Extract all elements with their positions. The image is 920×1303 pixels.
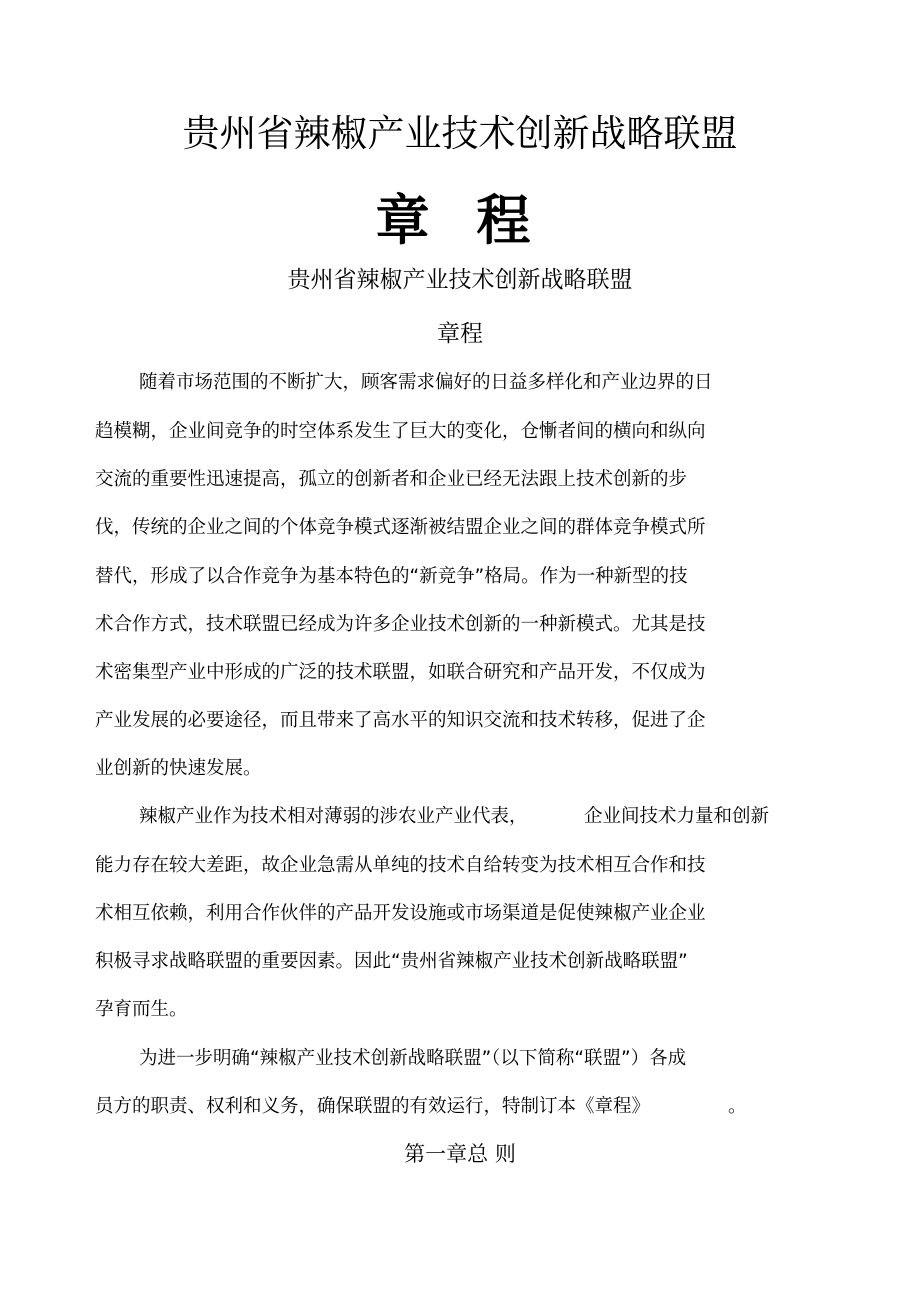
paragraph-line: 辣椒产业作为技术相对薄弱的涉农业产业代表， bbox=[139, 806, 528, 827]
paragraph-line: 术合作方式，技术联盟已经成为许多企业技术创新的一种新模式。尤其是技 bbox=[95, 614, 706, 635]
paragraph-line: 企业间技术力量和创新 bbox=[584, 806, 770, 827]
sub-title: 贵州省辣椒产业技术创新战略联盟 bbox=[287, 267, 633, 293]
paragraph-line: 能力存在较大差距，故企业急需从单纯的技术自给转变为技术相互合作和技 bbox=[95, 855, 706, 876]
paragraph-line: 随着市场范围的不断扩大，顾客需求偏好的日益多样化和产业边界的日 bbox=[139, 372, 713, 393]
paragraph-line: 孕育而生。 bbox=[95, 999, 188, 1020]
paragraph-line: 交流的重要性迅速提高，孤立的创新者和企业已经无法跟上技术创新的步 bbox=[95, 469, 688, 490]
paragraph-line: 积极寻求战略联盟的重要因素。因此“贵州省辣椒产业技术创新战略联盟” bbox=[95, 951, 688, 972]
paragraph-line: 替代，形成了以合作竞争为基本特色的“新竞争”格局。作为一种新型的技 bbox=[95, 566, 688, 587]
sub-title-charter: 章程 bbox=[437, 321, 483, 347]
charter-title: 章 程 bbox=[375, 189, 545, 252]
paragraph-line: 术密集型产业中形成的广泛的技术联盟，如联合研究和产品开发，不仅成为 bbox=[95, 662, 706, 683]
paragraph-line: 。 bbox=[728, 1096, 747, 1117]
paragraph-line: 伐，传统的企业之间的个体竞争模式逐渐被结盟企业之间的群体竞争模式所 bbox=[95, 517, 706, 538]
chapter-heading: 第一章总 则 bbox=[404, 1142, 516, 1166]
paragraph-line: 业创新的快速发展。 bbox=[95, 758, 262, 779]
paragraph-line: 产业发展的必要途径，而且带来了高水平的知识交流和技术转移，促进了企 bbox=[95, 710, 706, 731]
paragraph-line: 为进一步明确“辣椒产业技术创新战略联盟”（以下简称“联盟”）各成 bbox=[139, 1048, 687, 1069]
paragraph-line: 趋模糊，企业间竞争的时空体系发生了巨大的变化，仓慚者间的横向和纵向 bbox=[95, 421, 706, 442]
paragraph-line: 员方的职责、权利和义务，确保联盟的有效运行，特制订本《章程》 bbox=[95, 1096, 651, 1117]
paragraph-line: 术相互依赖，利用合作伙伴的产品开发设施或市场渠道是促使辣椒产业企业 bbox=[95, 903, 706, 924]
main-title: 贵州省辣椒产业技术创新战略联盟 bbox=[182, 112, 738, 155]
